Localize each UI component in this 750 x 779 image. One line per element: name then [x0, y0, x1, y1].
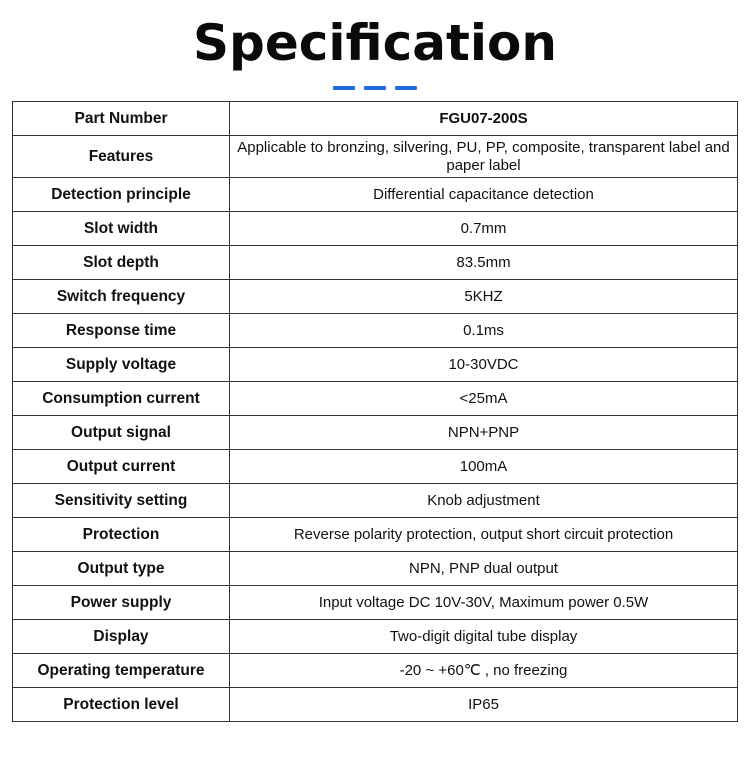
underline-dash — [395, 86, 417, 90]
spec-label: Supply voltage — [13, 348, 230, 382]
spec-label: Switch frequency — [13, 280, 230, 314]
underline-dash — [364, 86, 386, 90]
spec-value: <25mA — [230, 382, 738, 416]
spec-value: Applicable to bronzing, silvering, PU, PP, composite, transparent label and paper label — [230, 136, 738, 178]
spec-value: 83.5mm — [230, 246, 738, 280]
spec-label: Operating temperature — [13, 654, 230, 688]
table-row — [13, 416, 738, 450]
spec-value: Two-digit digital tube display — [230, 620, 738, 654]
table-row — [13, 136, 738, 178]
table-row — [13, 314, 738, 348]
spec-label: Slot width — [13, 212, 230, 246]
title-underline-decoration — [0, 86, 750, 90]
spec-value: Input voltage DC 10V-30V, Maximum power 0.5W — [230, 586, 738, 620]
spec-label: Output signal — [13, 416, 230, 450]
spec-value: FGU07-200S — [230, 102, 738, 136]
table-row — [13, 246, 738, 280]
spec-value: Differential capacitance detection — [230, 178, 738, 212]
table-row — [13, 552, 738, 586]
spec-value: 10-30VDC — [230, 348, 738, 382]
spec-label: Protection — [13, 518, 230, 552]
spec-value: Knob adjustment — [230, 484, 738, 518]
table-row — [13, 280, 738, 314]
spec-value: NPN+PNP — [230, 416, 738, 450]
spec-value: IP65 — [230, 688, 738, 722]
spec-value: Reverse polarity protection, output short circuit protection — [230, 518, 738, 552]
spec-label: Power supply — [13, 586, 230, 620]
spec-value: 100mA — [230, 450, 738, 484]
table-row — [13, 382, 738, 416]
spec-label: Display — [13, 620, 230, 654]
spec-label: Response time — [13, 314, 230, 348]
table-row — [13, 484, 738, 518]
table-row — [13, 586, 738, 620]
spec-label: Sensitivity setting — [13, 484, 230, 518]
spec-label: Slot depth — [13, 246, 230, 280]
spec-label: Output type — [13, 552, 230, 586]
table-row — [13, 654, 738, 688]
table-row — [13, 518, 738, 552]
table-row — [13, 102, 738, 136]
spec-value: -20 ~ +60℃ , no freezing — [230, 654, 738, 688]
spec-label: Features — [13, 136, 230, 178]
spec-value: 0.1ms — [230, 314, 738, 348]
underline-dash — [333, 86, 355, 90]
table-row — [13, 620, 738, 654]
table-row — [13, 688, 738, 722]
spec-label: Protection level — [13, 688, 230, 722]
spec-label: Detection principle — [13, 178, 230, 212]
spec-label: Part Number — [13, 102, 230, 136]
specification-table — [12, 101, 738, 722]
table-row — [13, 178, 738, 212]
spec-value: NPN, PNP dual output — [230, 552, 738, 586]
spec-label: Consumption current — [13, 382, 230, 416]
table-row — [13, 348, 738, 382]
table-row — [13, 450, 738, 484]
spec-value: 0.7mm — [230, 212, 738, 246]
page-title: Specification — [193, 14, 557, 72]
spec-label: Output current — [13, 450, 230, 484]
table-row — [13, 212, 738, 246]
spec-value: 5KHZ — [230, 280, 738, 314]
